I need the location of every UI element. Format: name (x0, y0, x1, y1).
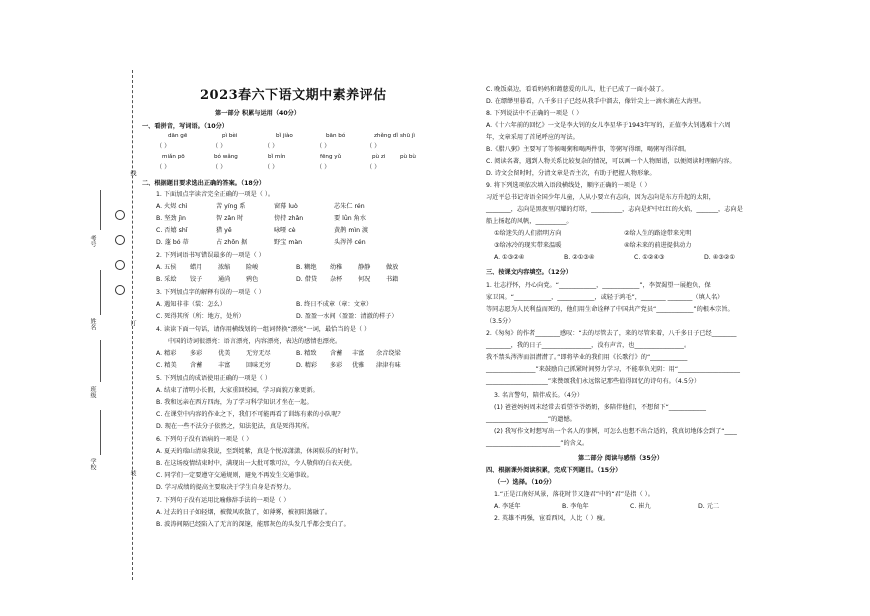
option-a[interactable]: A. 夏天的瑞山清泉我说，至到姹紫，真是个悦凉潇潇，休闲娱乐的好时节。 (156, 448, 363, 455)
option-b[interactable]: B. 在这场疫情结束时中，满现出一大批可歌可泣，令人敬仰的白衣天使。 (156, 460, 356, 467)
question-2: 二、根据题目要求选出正确的答案。（18分） (142, 180, 266, 187)
option-d[interactable]: D. 盈盈一水间（盈盈：清澈的样子） (296, 313, 398, 320)
question-2-5: 5. 下列加点的成语使用正确的一项是（ ） (156, 375, 272, 382)
q3-2-line[interactable]: ________，我的日子________________，没有声音，也________________。 (486, 342, 691, 349)
option-text: 含蓄 (190, 362, 203, 369)
option-text: 无穷无尽 (246, 350, 271, 357)
option-text: 浓缩 (218, 264, 231, 271)
option-b[interactable]: B.《腊八粥》主要写了等候喝粥和喝两件事，等粥写得细，喝粥写得详细。 (486, 146, 691, 153)
option-c[interactable]: C. 死得其所（所：地方，处所） (156, 313, 245, 320)
answer-bracket[interactable]: （ ） (316, 143, 331, 150)
option-text[interactable]: A. 五侯 (156, 264, 177, 271)
binding-hole (115, 260, 125, 270)
option-text: 优美 (218, 350, 231, 357)
option-text: 津津有味 (376, 362, 401, 369)
option-text: 优雅 (352, 362, 365, 369)
option-text[interactable]: D. 精彩 (296, 362, 318, 369)
option-b: 智 zǎn 时 (216, 215, 244, 222)
option-a: 窗幕 luò (274, 203, 298, 210)
question-2-8: 8. 下列说法中不正确的一项是（ ） (486, 110, 583, 117)
option-b[interactable]: B. 坚劲 jìn (156, 215, 186, 222)
option-a[interactable]: A. 过去的日子如轻烟，被微风吹散了，如薄雾，被初阳蒸融了。 (156, 509, 332, 516)
part2-header: 第二部分 阅读与感悟（35分） (578, 455, 664, 462)
passage-line[interactable]: ________，志向是黑夜里闪耀的灯塔，__________，志向是炉中红红的火焰，_______，志向是 (486, 206, 743, 213)
option-text[interactable]: A. 精彩 (156, 350, 177, 357)
option-a[interactable]: A. 火烬 chì (156, 203, 188, 210)
option-d: 头涔涔 cén (334, 239, 366, 246)
pinyin: dān gē (168, 133, 188, 139)
binding-blank-line-3 (100, 340, 101, 382)
choice-4: ④给未来的前进提供动力 (624, 242, 692, 249)
option-b[interactable]: B. 我和远亲在西方四海，为了学习科学知识才坐在一起。 (156, 399, 313, 406)
question-2-4: 4. 读读下面一句话，请你用横线划的一组词替换“漂亮”一词，最恰当的是（ ） (156, 326, 371, 333)
option-text[interactable]: B. 精致 (296, 350, 317, 357)
q3-2-line[interactable]: ____________________”来赞颂我们永远铭记那些值得回忆的诗句有。（4.5分） (486, 378, 701, 385)
option-b: 傍持 zhǎn (274, 215, 304, 222)
option-a: 芯朱仁 rén (334, 203, 365, 210)
option-text: 静静 (358, 264, 371, 271)
q3-2-line[interactable]: 我不禁头涔涔而泪潸潸了。”即将毕业的我们用《长歌行》的“____________ (486, 354, 688, 361)
question-2-7: 7. 下列句子没有运用比喻修辞手法的一项是（ ） (156, 497, 290, 504)
option-text[interactable]: B. 采絵 (156, 276, 177, 283)
option-d[interactable]: D. 诗文会留时时，分清文章是否主次，有助于把握人物形象。 (486, 170, 656, 177)
binding-label-xian: 线 (129, 170, 136, 176)
option-text: 回味无穷 (246, 362, 271, 369)
option-c[interactable]: C. 崔九 (630, 503, 651, 510)
passage-line: 习近平总书记寄语全国少年儿童，人从小要立有志向，因为志向是东方升起的太阳， (486, 194, 715, 201)
q3-1-line[interactable]: 等同志愿为人民利益而死的，他们用生命诠释了中国共产党员“____________”的根本宗旨。 (486, 306, 734, 313)
answer-bracket[interactable]: （ ） (156, 164, 171, 171)
binding-blank-line-2 (100, 270, 101, 315)
question-2-3: 3. 下列加点字的解释有误的一项是（ ） (156, 289, 265, 296)
q3-2-line[interactable]: ________________”来鼓励自己抓紧时间努力学习，不能辜负光阴：用“____________________ (486, 366, 740, 373)
option-text: 饺子 (190, 276, 203, 283)
option-c[interactable]: C. ①②④③ (634, 254, 665, 261)
pinyin: bǐ mín (268, 154, 286, 160)
option-text: 丰富 (218, 362, 231, 369)
q3-3-line[interactable]: ________________________”的含义。 (486, 440, 589, 447)
answer-bracket[interactable]: （ ） (366, 164, 381, 171)
binding-label-ding: 订 (129, 320, 136, 326)
answer-bracket[interactable]: （ ） (316, 164, 331, 171)
answer-bracket[interactable]: （ ） (156, 143, 171, 150)
option-b[interactable]: B. 终日不成章（章：文章） (296, 301, 373, 308)
binding-blank-line-4 (100, 410, 101, 455)
option-b[interactable]: B. ②①③④ (564, 254, 595, 261)
option-c[interactable]: C. 阅读名著，遇到人物关系比较复杂的情况，可以画一个人物图谱，以便阅读时理解内容。 (486, 158, 736, 165)
option-c[interactable]: C. 在课堂中内容的作业之下，我们不可能再看了训练有素的小队呢？ (156, 411, 344, 418)
pinyin: fēng yǔ (320, 154, 342, 160)
binding-hole (115, 210, 125, 220)
question-2-2: 2. 下列词语书写错误最多的一项是（ ） (156, 252, 265, 259)
q2-7-option-d[interactable]: D. 在缥缈里暮看，八千多日子已经从我手中溜去，像针尖上一滴水滴在大海里。 (486, 98, 706, 105)
option-a-cont: 年，文章采用了首尾呼应的写法。 (486, 134, 579, 141)
q3-2-line[interactable]: 2.《匆匆》的作者________感叹：“去的尽管去了，来的尽管来着，八千多日子已经________ (486, 330, 737, 337)
option-d: 占 zhōn 据 (216, 239, 248, 246)
q3-1-line[interactable]: 1. 壮志抒怀，丹心向党。“____________，____________”，李贺渴望一展抱负，保 (486, 282, 711, 289)
option-text: 多彩 (330, 362, 343, 369)
answer-bracket[interactable]: （ ） (264, 164, 279, 171)
question-3: 三、按课文内容填空。（12分） (486, 269, 572, 276)
q3-3-line[interactable]: (2) 我写作文时想写出一个名人的事例，可怎么也想不出合适的，我真切地体会到了“____ (494, 428, 737, 435)
question-4: 四、根据课外阅读积累，完成下列题目。（15分） (486, 467, 622, 474)
option-text[interactable]: B. 糊绝 (296, 264, 317, 271)
binding-label-kaohao: 考号 (89, 235, 96, 247)
option-d: 野宝 màn (274, 239, 303, 246)
answer-bracket[interactable]: （ ） (264, 143, 279, 150)
passage-line[interactable]: 船上扬起的风帆，__________。 (486, 218, 573, 225)
choice-3: ③给冰冷的现实带来温暖 (494, 242, 562, 249)
option-b[interactable]: B. 李龟年 (562, 503, 589, 510)
option-text: 多彩 (190, 350, 203, 357)
question-2-1: 1. 下面加点字读音完全正确的一项是（ ）。 (156, 191, 275, 198)
binding-label-xingming: 姓名 (89, 318, 96, 330)
question-4-2: 2. 英雄不再强，宦看西风，人比（ ）瘦。 (494, 515, 610, 522)
option-a[interactable]: A. ①③②④ (494, 254, 525, 261)
option-text: 幼稚 (330, 264, 343, 271)
pinyin: miǎn pō (162, 154, 185, 160)
option-c: 咏哑 cè (274, 227, 296, 234)
answer-bracket[interactable]: （ ） (212, 164, 227, 171)
option-text: 丰富 (352, 350, 365, 357)
q2-7-option-c[interactable]: C. 晚饭桌边，看看妈妈和蔼慈爱的儿儿，肚子已成了一面小鼓了。 (486, 86, 668, 93)
option-text: 蜡月 (190, 264, 203, 271)
option-d[interactable]: D. ④③②① (704, 254, 735, 261)
binding-hole (115, 235, 125, 245)
q3-3-line[interactable]: ____________________”的遗憾。 (486, 416, 576, 423)
option-a: 苦 yíng 系 (216, 203, 246, 210)
binding-hole (115, 285, 125, 295)
answer-bracket[interactable]: （ ） (212, 143, 227, 150)
question-1: 一、看拼音，写词语。（10分） (142, 123, 228, 130)
binding-label-xuexiao: 学校 (89, 458, 96, 470)
binding-blank-line-1 (100, 190, 101, 230)
pinyin: shū jì (400, 133, 415, 139)
question-2-4-sentence: 中国的诗词很漂亮：语言漂亮，内容漂亮，表达的感情也漂亮。 (168, 338, 342, 345)
option-c: 黄鹊 mìn 渡 (334, 227, 369, 234)
option-b: 要 lǜn 角水 (334, 215, 367, 222)
choice-2: ②给人生的路途带来光明 (624, 230, 692, 237)
question-2-9: 9. 将下列选项依次填入语段横线处，顺序正确的一项是（ ） (486, 182, 651, 189)
choice-1: ①给迷失的人们指明方向 (494, 230, 562, 237)
option-d[interactable]: D. 现在一些不法分子依然之，知法犯法，真是死得其所。 (156, 423, 314, 430)
option-c: 猎 yē (216, 227, 232, 234)
answer-bracket[interactable]: （ ） (366, 143, 381, 150)
pinyin: pù bù (400, 154, 416, 160)
page-title: 2023春六下语文期中素养评估 (200, 88, 387, 103)
option-c[interactable]: C. 同学们一定要遵守交通规则，避免不再发生交通事故。 (156, 472, 313, 479)
option-text: 险峻 (246, 264, 259, 271)
option-d[interactable]: D. 蓬 bó 蒂 (156, 239, 189, 246)
question-4-sub: （一）选择。（10分） (494, 479, 556, 486)
question-2-6: 6. 下列句子没有语病的一项是（ ） (156, 436, 253, 443)
option-text: 通尚 (218, 276, 231, 283)
option-c[interactable]: C. 否嬉 shǐ (156, 227, 188, 234)
option-d[interactable]: D. 学习成绩的提高主要取决于学生自身是否努力。 (156, 484, 295, 491)
pinyin: bān bó (326, 133, 346, 139)
pinyin: pì bèi (222, 133, 238, 139)
q3-1-score: （3.5分） (486, 318, 515, 325)
option-text: 含蓄 (330, 350, 343, 357)
option-text: 何况 (358, 276, 371, 283)
option-b[interactable]: B. 波涛间隔已经陷入了无言的深邃，能那灰色的头发几乎都会变白了。 (156, 521, 350, 528)
option-text[interactable]: D. 借贷 (296, 276, 318, 283)
pinyin: bó wǎng (214, 154, 238, 160)
question-4-1: 1.“正是江南好风景，落花时节又逢君”中的“君”是指（ ）。 (494, 491, 654, 498)
option-a[interactable]: A.《十六年前的回忆》一文是李大钊的女儿李星华于1943年写的，正值李大钊遇难十六周 (486, 122, 731, 129)
q3-3-heading: 3. 名言警句，陪伴成长。（4分） (494, 392, 584, 399)
option-a[interactable]: A. 李延年 (494, 503, 521, 510)
binding-label-zhuang: 装 (129, 470, 136, 476)
q3-3-line[interactable]: (1) 爸爸妈妈周末经常去看望爷爷奶奶，多陪伴他们，不想留下“____________ (494, 404, 706, 411)
part1-header: 第一部分 积累与运用（40分） (215, 110, 301, 117)
q3-1-line[interactable]: 家卫国。“____________，____________，或轻于鸿毛”，________ ________（填人名） (486, 294, 724, 301)
option-d[interactable]: D. 元二 (698, 503, 720, 510)
pinyin: pù zi (372, 154, 386, 160)
pinyin: bǐ jiào (276, 133, 293, 139)
option-text: 书籍 (386, 276, 399, 283)
option-a[interactable]: A. 结束了清明小长假，大家重回校园，学习面貌万象更新。 (156, 387, 319, 394)
binding-label-banji: 班级 (89, 386, 96, 398)
option-text: 鸦色 (246, 276, 259, 283)
option-text: 余音绕梁 (376, 350, 401, 357)
option-text[interactable]: C. 精美 (156, 362, 177, 369)
option-a[interactable]: A. 遇知非非（装：怎么） (156, 301, 226, 308)
option-text: 做放 (386, 264, 399, 271)
option-text: 杂杯 (330, 276, 343, 283)
pinyin: zhěng dǐ (374, 133, 398, 139)
